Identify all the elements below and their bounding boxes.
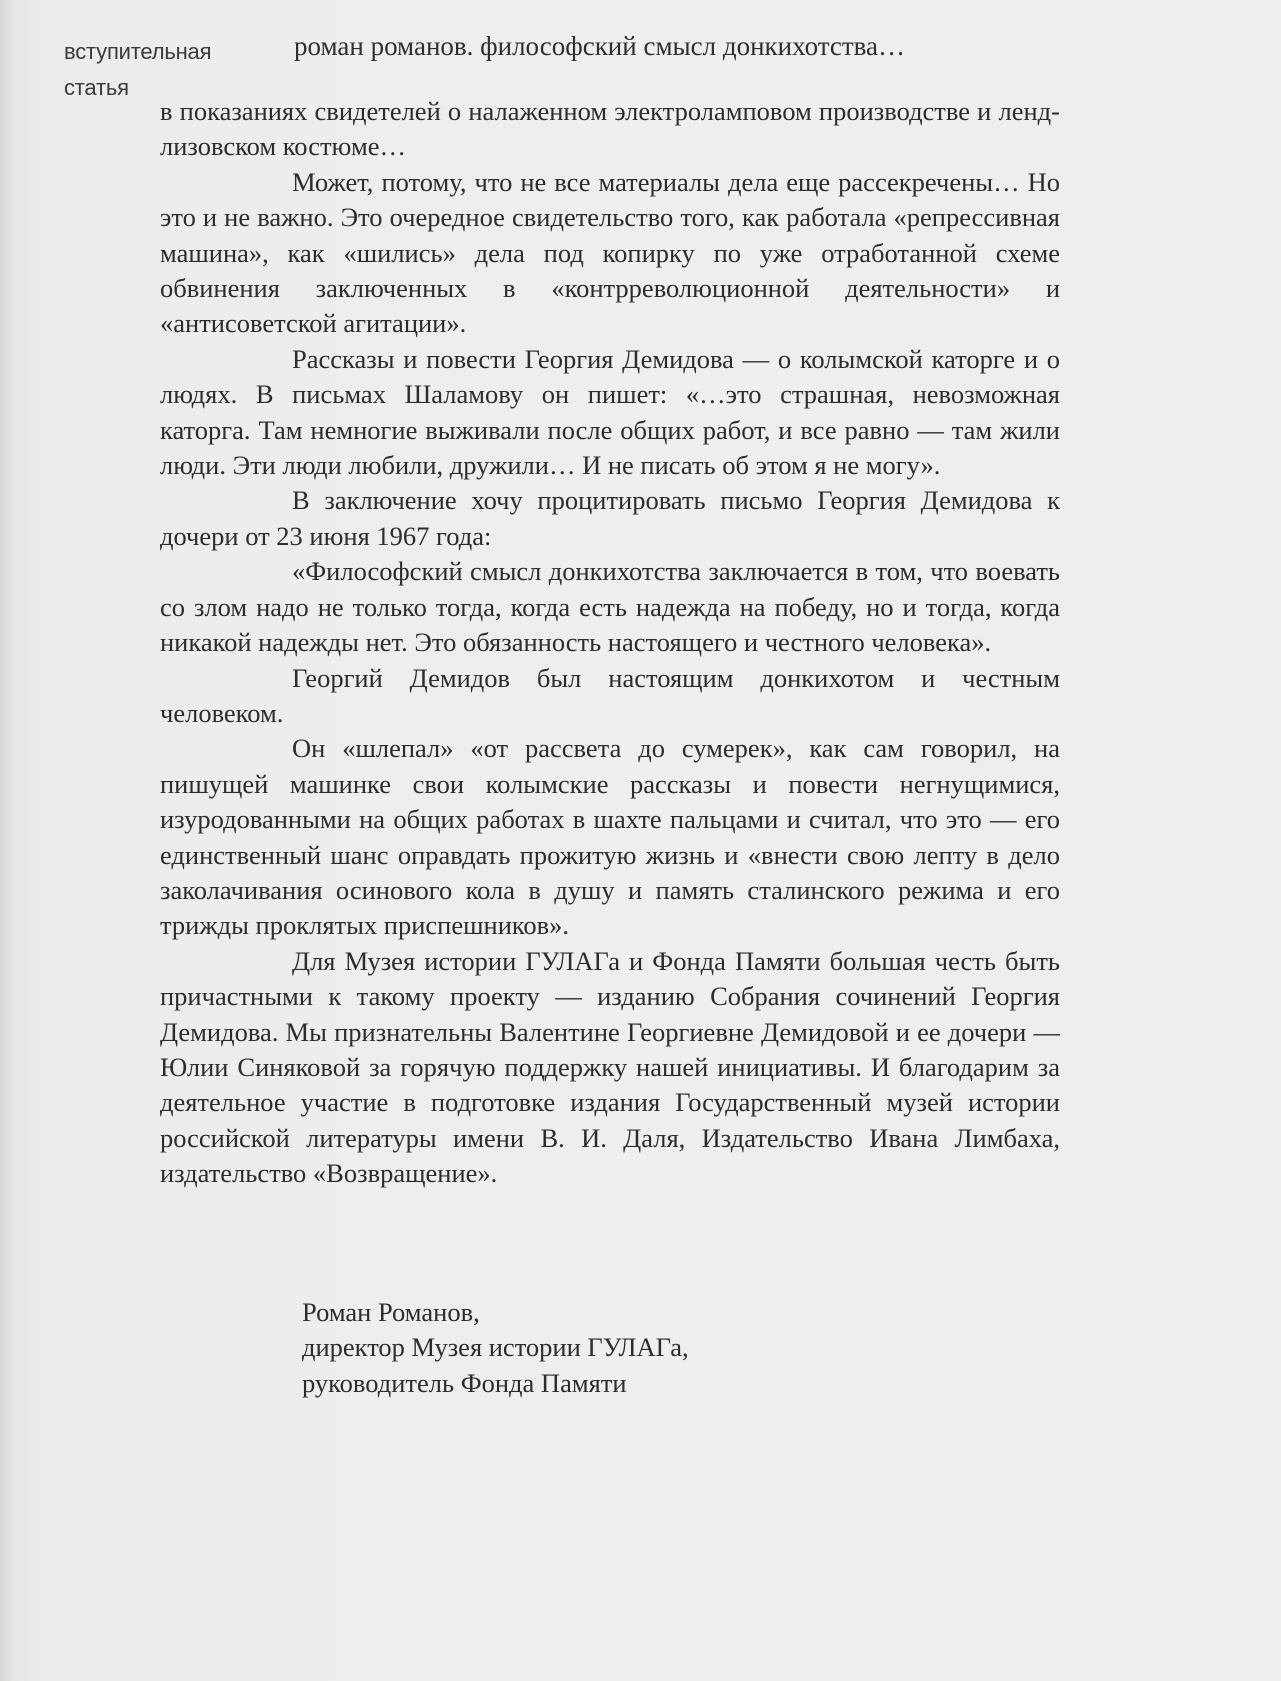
header-title: роман романов. философский смысл донкихотства… — [294, 31, 906, 61]
paragraph: Рассказы и повести Георгия Демидова — о колымской каторге и о людях. В письмах Шаламову он пишет: «…это страшная, невозможная каторга. Там немногие выживали после общих работ, и все равно — там жили люди. Эти люди любили, дружили… И не писать об этом я не могу». — [160, 343, 1060, 481]
paragraph: Может, потому, что не все материалы дела еще рассекречены… Но это и не важно. Это очередное свидетельство того, как работала «репрессивная машина», как «шились» дела под копирку по уже отработанной схеме обвинения заключенных в «контрреволюционной деятельности» и «антисоветской агитации». — [160, 166, 1060, 339]
body-text — [160, 94, 1060, 1192]
paragraph: Георгий Демидов был настоящим донкихотом и честным человеком. — [160, 662, 1060, 728]
paragraph: Он «шлепал» «от рассвета до сумерек», как сам говорил, на пишущей машинке свои колымские рассказы и повести негнущимися, изуродованными на общих работах в шахте пальцами и считал, что это — его единственный шанс оправдать прожитую жизнь и «внести свою лепту в дело заколачивания осинового кола в душу и память сталинского режима и его трижды проклятых приспешников». — [160, 733, 1060, 941]
signature-name: Роман Романов, — [302, 1297, 480, 1327]
quotation-paragraph: «Философский смысл донкихотства заключается в том, что воевать со злом надо не только тогда, когда есть надежда на победу, но и тогда, когда никакой надежды нет. Это обязанность настоящего и честного человека». — [160, 556, 1060, 658]
paragraph: Для Музея истории ГУЛАГа и Фонда Памяти большая честь быть причастными к такому проекту — изданию Собрания сочинений Георгия Демидова. Мы признательны Валентине Георгиевне Демидовой и ее дочери — Юлии Синяковой за горячую поддержку нашей инициативы. И благодарим за деятельное участие в подготовке издания Государственный музей истории российской литературы имени В. И. Даля, Издательство Ивана Лимбаха, издательство «Возвращение». — [160, 945, 1060, 1189]
signature-title-2: руководитель Фонда Памяти — [302, 1367, 627, 1398]
paragraph: в показаниях свидетелей о налаженном электроламповом производстве и ленд-лизовском костюме… — [160, 96, 1060, 162]
spine-shadow — [0, 0, 14, 1681]
running-head-line-1: вступительная — [64, 39, 212, 64]
running-head-line-2: статья — [64, 75, 129, 100]
signature — [302, 1295, 689, 1401]
paragraph: В заключение хочу процитировать письмо Георгия Демидова к дочери от 23 июня 1967 года: — [160, 485, 1060, 551]
signature-title-1: директор Музея истории ГУЛАГа, — [302, 1332, 689, 1363]
